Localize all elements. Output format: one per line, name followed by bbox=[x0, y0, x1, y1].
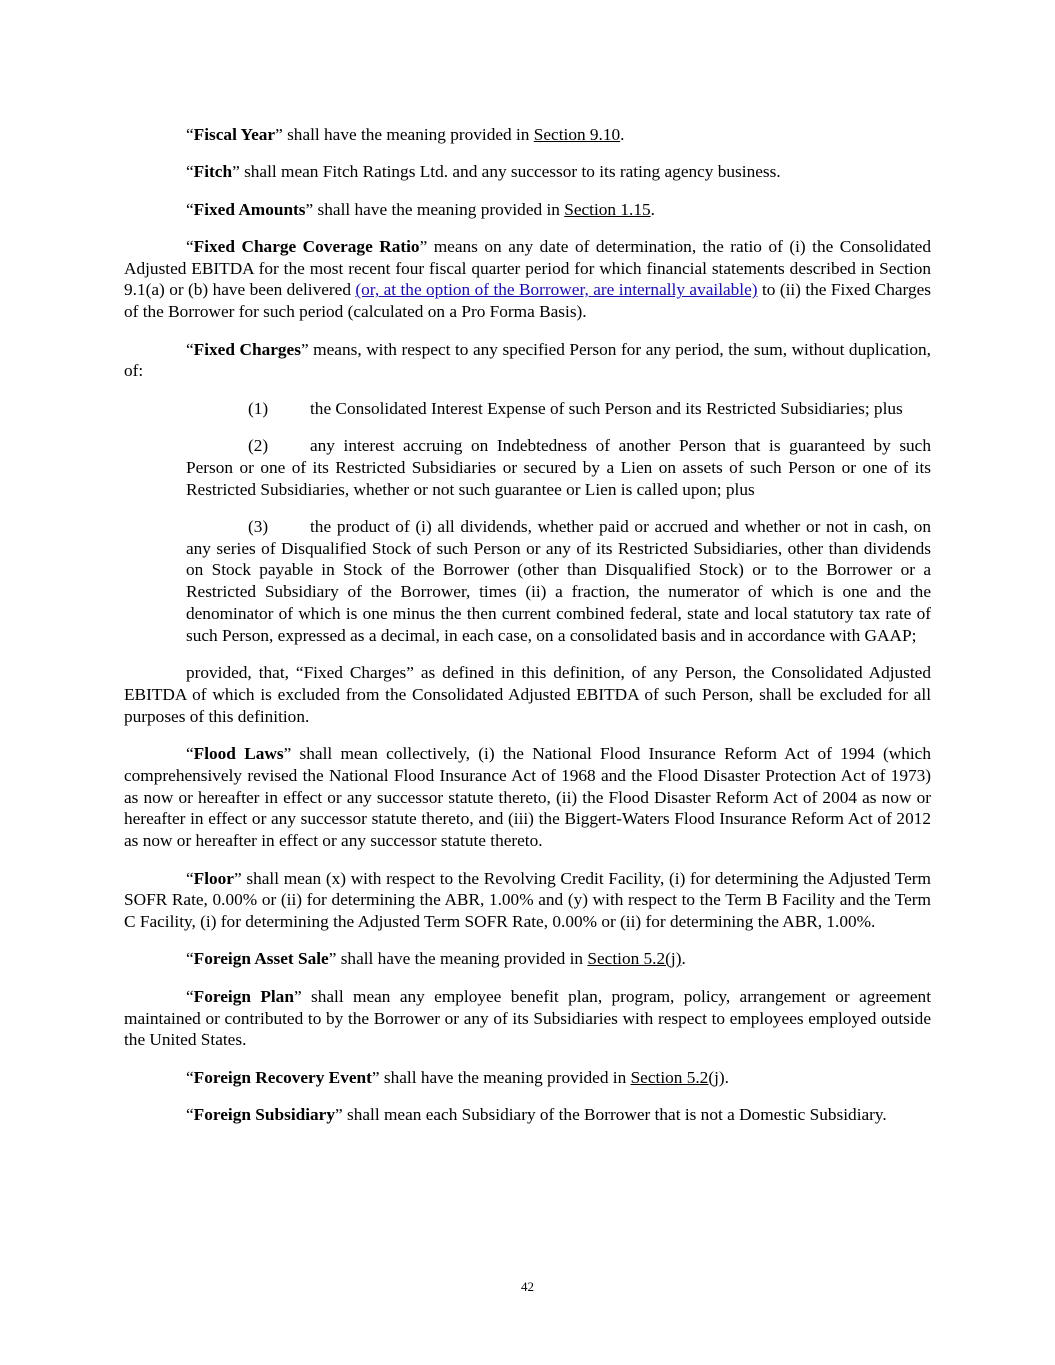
definition-floor: “Floor” shall mean (x) with respect to the Revolving Credit Facility, (i) for determining the Adjusted Term SOFR Rate, 0.00% or (ii) for determining the ABR, 1.00% and (y) with respect to the Term B Facility and the Term C Facility, (i) for determining the Adjusted Term SOFR Rate, 0.00% or (ii) for determining the ABR, 1.00%. bbox=[124, 868, 931, 932]
term: Foreign Plan bbox=[193, 986, 294, 1006]
section-reference: Section 5.2(j) bbox=[630, 1067, 725, 1087]
section-reference: Section 9.10 bbox=[533, 125, 621, 144]
term: Foreign Asset Sale bbox=[193, 949, 329, 969]
definition-foreign-recovery-event: “Foreign Recovery Event” shall have the meaning provided in Section 5.2(j). bbox=[186, 1067, 729, 1087]
term: Fitch bbox=[193, 162, 233, 182]
term: Fixed Amounts bbox=[193, 199, 306, 219]
definition-fixed-charges: “Fixed Charges” means, with respect to any specified Person for any period, the sum, without duplication, of: bbox=[124, 339, 931, 381]
definition-fixed-amounts: “Fixed Amounts” shall have the meaning provided in Section 1.15. bbox=[186, 199, 655, 219]
fixed-charges-item-2 bbox=[186, 435, 931, 500]
inserted-text-link[interactable]: (or, at the option of the Borrower, are internally available) bbox=[355, 280, 758, 300]
page-number: 42 bbox=[521, 1279, 534, 1294]
item-number: (1) bbox=[248, 398, 269, 418]
fixed-charges-item-1 bbox=[186, 398, 931, 420]
definition-flood-laws: “Flood Laws” shall mean collectively, (i) the National Flood Insurance Reform Act of 1994 (which comprehensively revised the National Flood Insurance Act of 1968 and the Flood Disaster Protection Act of 1973) as now or hereafter in effect or any successor statute thereto, (ii) the Flood Disaster Reform Act of 2004 as now or hereafter in effect or any successor statute thereto, and (iii) the Biggert-Waters Flood Insurance Reform Act of 2012 as now or hereafter in effect or any successor statute thereto. bbox=[124, 744, 931, 851]
definitions-body bbox=[124, 124, 931, 1141]
definition-fixed-charge-coverage-ratio: “Fixed Charge Coverage Ratio” means on any date of determination, the ratio of (i) the Consolidated Adjusted EBITDA for the most recent four fiscal quarter period for which financial statements described in Section 9.1(a) or (b) have been delivered (or, at the option of the Borrower, are internally available) to (ii) the Fixed Charges of the Borrower for such period (calculated on a Pro Forma Basis). bbox=[124, 236, 931, 322]
fixed-charges-proviso: provided, that, “Fixed Charges” as defined in this definition, of any Person, the Consolidated Adjusted EBITDA of which is excluded from the Consolidated Adjusted EBITDA of such Person, shall be excluded for all purposes of this definition. bbox=[124, 663, 931, 726]
term: Foreign Recovery Event bbox=[193, 1067, 372, 1087]
definition-fitch: “Fitch” shall mean Fitch Ratings Ltd. and any successor to its rating agency business. bbox=[186, 162, 781, 182]
definition-foreign-asset-sale: “Foreign Asset Sale” shall have the meaning provided in Section 5.2(j). bbox=[186, 949, 686, 969]
definition-foreign-plan: “Foreign Plan” shall mean any employee benefit plan, program, policy, arrangement or agreement maintained or contributed to by the Borrower or any of its Subsidiaries with respect to employees employed outside the United States. bbox=[124, 986, 932, 1050]
item-text: any interest accruing on Indebtedness of another Person that is guaranteed by such Person or one of its Restricted Subsidiaries or secured by a Lien on assets of such Person or one of its Restricted Subsidiaries, whether or not such guarantee or Lien is called upon; plus bbox=[186, 435, 931, 499]
definition-fiscal-year: “Fiscal Year” shall have the meaning provided in Section 9.10. bbox=[186, 125, 625, 144]
item-text: the product of (i) all dividends, whether paid or accrued and whether or not in cash, on any series of Disqualified Stock of such Person or any of its Restricted Subsidiaries, other than dividends on Stock payable in Stock of the Borrower (other than Disqualified Stock) or to the Borrower or a Restricted Subsidiary of the Borrower, times (ii) a fraction, the numerator of which is one and the denominator of which is one minus the then current combined federal, state and local statutory tax rate of such Person, expressed as a decimal, in each case, on a consolidated basis and in accordance with GAAP; bbox=[186, 516, 931, 645]
item-number: (3) bbox=[248, 516, 269, 536]
term: Fixed Charge Coverage Ratio bbox=[193, 236, 420, 256]
term: Flood Laws bbox=[193, 744, 284, 764]
term: Fixed Charges bbox=[193, 339, 301, 359]
section-reference: Section 1.15 bbox=[564, 199, 651, 219]
definition-foreign-subsidiary: “Foreign Subsidiary” shall mean each Subsidiary of the Borrower that is not a Domestic Subsidiary. bbox=[186, 1104, 887, 1124]
item-number: (2) bbox=[248, 435, 269, 455]
term: Floor bbox=[193, 868, 234, 888]
term: Foreign Subsidiary bbox=[193, 1104, 335, 1124]
item-text: the Consolidated Interest Expense of such Person and its Restricted Subsidiaries; plus bbox=[310, 398, 903, 418]
fixed-charges-item-3 bbox=[186, 516, 931, 647]
term: Fiscal Year bbox=[193, 125, 276, 144]
section-reference: Section 5.2(j) bbox=[587, 949, 682, 969]
